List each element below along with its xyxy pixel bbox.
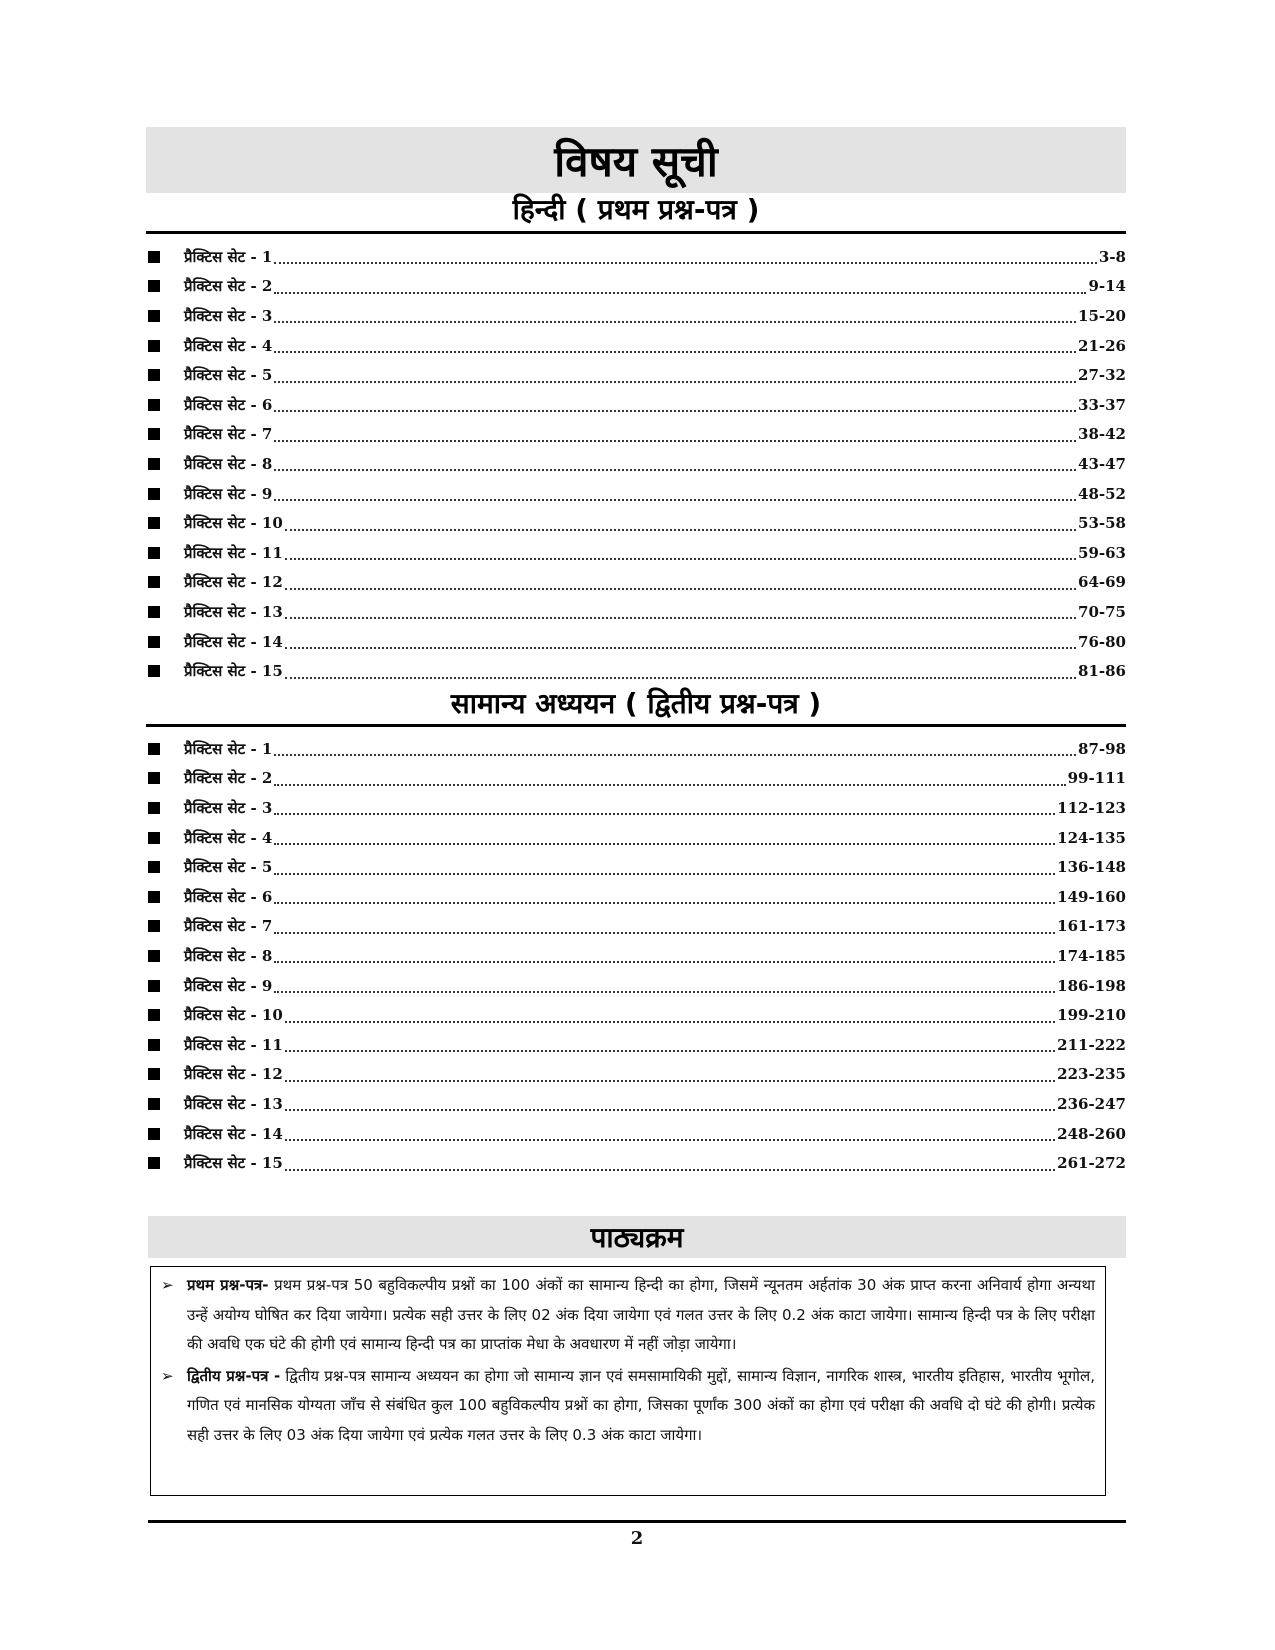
dot-leader <box>285 1049 1055 1052</box>
dot-leader <box>274 350 1076 353</box>
toc-entry-pages: 211-222 <box>1057 1035 1126 1054</box>
toc-entry-pages: 76-80 <box>1078 632 1126 651</box>
dot-leader <box>274 753 1076 756</box>
toc-list-hindi <box>148 242 1126 686</box>
dot-leader <box>285 1020 1055 1023</box>
toc-entry-pages: 161-173 <box>1057 917 1126 936</box>
toc-entry[interactable] <box>148 449 1126 479</box>
syllabus-text: द्वितीय प्रश्न-पत्र सामान्य अध्ययन का होगा जो सामान्य ज्ञान एवं समसामायिकी मुद्दों, सामान्य विज्ञान, नागरिक शास्त्र, भारतीय इतिहास, भारतीय भूगोल, गणित एवं मानसिक योग्यता जाँच से संबंधित कुल 100 बहुविकल्पीय प्रश्नों का होगा, जिसका पूर्णांक 300 अंकों का होगा एवं परीक्षा की अवधि दो घंटे की होगी। प्रत्येक सही उत्तर के लिए 03 अंक दिया जायेगा एवं प्रत्येक गलत उत्तर के लिए 0.3 अंक काटा जायेगा। <box>187 1366 1095 1444</box>
toc-entry[interactable] <box>148 627 1126 657</box>
dot-leader <box>285 1138 1055 1141</box>
toc-entry-pages: 136-148 <box>1057 858 1126 877</box>
square-bullet-icon <box>148 576 160 588</box>
toc-entry-label: प्रैक्टिस सेट - 12 <box>184 573 283 592</box>
toc-entry[interactable] <box>148 568 1126 598</box>
toc-entry[interactable] <box>148 764 1126 794</box>
toc-entry-label: प्रैक्टिस सेट - 2 <box>184 769 273 788</box>
toc-entry-label: प्रैक्टिस सेट - 14 <box>184 1124 283 1143</box>
toc-entry[interactable] <box>148 823 1126 853</box>
toc-entry-pages: 87-98 <box>1078 739 1126 758</box>
square-bullet-icon <box>148 399 160 411</box>
dot-leader <box>274 498 1076 501</box>
toc-entry-pages: 174-185 <box>1057 946 1126 965</box>
square-bullet-icon <box>148 1157 160 1169</box>
toc-entry-pages: 64-69 <box>1078 573 1126 592</box>
toc-entry-label: प्रैक्टिस सेट - 7 <box>184 425 273 444</box>
square-bullet-icon <box>148 547 160 559</box>
footer-rule <box>148 1520 1126 1523</box>
toc-entry[interactable] <box>148 1119 1126 1149</box>
toc-entry-label: प्रैक्टिस सेट - 9 <box>184 976 273 995</box>
toc-entry-pages: 223-235 <box>1057 1065 1126 1084</box>
square-bullet-icon <box>148 488 160 500</box>
arrow-bullet-icon: ➢ <box>161 1366 174 1385</box>
dot-leader <box>274 931 1055 934</box>
toc-entry[interactable] <box>148 301 1126 331</box>
toc-entry-label: प्रैक्टिस सेट - 9 <box>184 484 273 503</box>
dot-leader <box>274 261 1097 264</box>
square-bullet-icon <box>148 1009 160 1021</box>
toc-entry-label: प्रैक्टिस सेट - 5 <box>184 858 273 877</box>
dot-leader <box>285 557 1076 560</box>
section-title-hindi: हिन्दी ( प्रथम प्रश्न-पत्र ) <box>512 193 760 226</box>
square-bullet-icon <box>148 891 160 903</box>
toc-entry-pages: 33-37 <box>1078 395 1126 414</box>
syllabus-paragraph-first-paper <box>161 1271 1095 1360</box>
toc-entry-pages: 112-123 <box>1057 798 1126 817</box>
toc-entry-label: प्रैक्टिस सेट - 2 <box>184 277 273 296</box>
toc-entry-pages: 70-75 <box>1078 602 1126 621</box>
toc-entry-pages: 124-135 <box>1057 828 1126 847</box>
toc-entry[interactable] <box>148 420 1126 450</box>
dot-leader <box>285 616 1076 619</box>
toc-entry[interactable] <box>148 852 1126 882</box>
page-title: विषय सूची <box>146 127 1126 193</box>
dot-leader <box>274 960 1055 963</box>
toc-entry-label: प्रैक्टिस सेट - 6 <box>184 887 273 906</box>
toc-entry-label: प्रैक्टिस सेट - 14 <box>184 632 283 651</box>
square-bullet-icon <box>148 310 160 322</box>
toc-entry-label: प्रैक्टिस सेट - 3 <box>184 306 273 325</box>
toc-entry-label: प्रैक्टिस सेट - 1 <box>184 739 273 758</box>
toc-entry-pages: 99-111 <box>1067 769 1126 788</box>
dot-leader <box>285 528 1076 531</box>
square-bullet-icon <box>148 1039 160 1051</box>
square-bullet-icon <box>148 772 160 784</box>
section-rule <box>146 724 1126 727</box>
syllabus-text: प्रथम प्रश्न-पत्र 50 बहुविकल्पीय प्रश्नों का 100 अंकों का सामान्य हिन्दी का होगा, जिसमें न्यूनतम अर्हतांक 30 अंक प्राप्त करना अनिवार्य होगा अन्यथा उन्हें अयोग्य घोषित कर दिया जायेगा। प्रत्येक सही उत्तर के लिए 02 अंक दिया जायेगा एवं गलत उत्तर के लिए 0.2 अंक काटा जायेगा। सामान्य हिन्दी पत्र के लिए परीक्षा की अवधि एक घंटे की होगी एवं सामान्य हिन्दी पत्र का प्राप्तांक मेधा के अवधारण में नहीं जोड़ा जायेगा। <box>187 1276 1095 1353</box>
toc-entry-label: प्रैक्टिस सेट - 10 <box>184 514 283 533</box>
syllabus-box <box>150 1266 1106 1496</box>
toc-entry[interactable] <box>148 912 1126 942</box>
toc-entry-label: प्रैक्टिस सेट - 6 <box>184 395 273 414</box>
square-bullet-icon <box>148 802 160 814</box>
toc-entry[interactable] <box>148 508 1126 538</box>
toc-entry-label: प्रैक्टिस सेट - 1 <box>184 247 273 266</box>
square-bullet-icon <box>148 832 160 844</box>
dot-leader <box>285 676 1076 679</box>
toc-entry-pages: 3-8 <box>1098 247 1126 266</box>
toc-entry-pages: 21-26 <box>1078 336 1126 355</box>
toc-entry-pages: 43-47 <box>1078 454 1126 473</box>
toc-entry-pages: 9-14 <box>1088 277 1126 296</box>
arrow-bullet-icon: ➢ <box>161 1276 174 1294</box>
toc-entry[interactable] <box>148 360 1126 390</box>
dot-leader <box>274 842 1055 845</box>
square-bullet-icon <box>148 1128 160 1140</box>
dot-leader <box>285 1108 1055 1111</box>
toc-entry-label: प्रैक्टिस सेट - 10 <box>184 1006 283 1025</box>
toc-entry-pages: 261-272 <box>1057 1154 1126 1173</box>
dot-leader <box>285 587 1076 590</box>
toc-entry-label: प्रैक्टिस सेट - 12 <box>184 1065 283 1084</box>
toc-entry[interactable] <box>148 242 1126 272</box>
toc-entry[interactable] <box>148 793 1126 823</box>
syllabus-heading: द्वितीय प्रश्न-पत्र - <box>187 1366 281 1385</box>
toc-entry-label: प्रैक्टिस सेट - 13 <box>184 1094 283 1113</box>
dot-leader <box>274 439 1076 442</box>
square-bullet-icon <box>148 743 160 755</box>
square-bullet-icon <box>148 665 160 677</box>
section-rule <box>146 231 1126 234</box>
dot-leader <box>274 320 1076 323</box>
syllabus-paragraph-second-paper <box>161 1362 1095 1451</box>
square-bullet-icon <box>148 458 160 470</box>
dot-leader <box>274 990 1055 993</box>
syllabus-title: पाठ्यक्रम <box>148 1216 1126 1258</box>
square-bullet-icon <box>148 251 160 263</box>
toc-entry-pages: 149-160 <box>1057 887 1126 906</box>
toc-entry[interactable] <box>148 971 1126 1001</box>
toc-entry[interactable] <box>148 272 1126 302</box>
square-bullet-icon <box>148 980 160 992</box>
dot-leader <box>274 812 1055 815</box>
toc-entry[interactable] <box>148 1030 1126 1060</box>
toc-entry[interactable] <box>148 1000 1126 1030</box>
toc-entry-label: प्रैक्टिस सेट - 3 <box>184 798 273 817</box>
toc-entry-pages: 248-260 <box>1057 1124 1126 1143</box>
toc-entry-pages: 27-32 <box>1078 366 1126 385</box>
toc-entry[interactable] <box>148 390 1126 420</box>
square-bullet-icon <box>148 517 160 529</box>
section-title-general-studies: सामान्य अध्ययन ( द्वितीय प्रश्न-पत्र ) <box>450 687 822 720</box>
dot-leader <box>274 409 1076 412</box>
toc-entry-label: प्रैक्टिस सेट - 13 <box>184 602 283 621</box>
dot-leader <box>274 380 1076 383</box>
dot-leader <box>274 291 1086 294</box>
square-bullet-icon <box>148 636 160 648</box>
page-number: 2 <box>630 1528 644 1549</box>
square-bullet-icon <box>148 606 160 618</box>
toc-entry[interactable] <box>148 597 1126 627</box>
toc-entry[interactable] <box>148 656 1126 686</box>
toc-entry-pages: 186-198 <box>1057 976 1126 995</box>
square-bullet-icon <box>148 340 160 352</box>
toc-entry[interactable] <box>148 538 1126 568</box>
toc-entry[interactable] <box>148 331 1126 361</box>
toc-entry-pages: 81-86 <box>1078 662 1126 681</box>
toc-entry-pages: 199-210 <box>1057 1006 1126 1025</box>
toc-entry-pages: 53-58 <box>1078 514 1126 533</box>
dot-leader <box>274 783 1065 786</box>
dot-leader <box>274 468 1076 471</box>
dot-leader <box>285 1079 1055 1082</box>
toc-entry-pages: 38-42 <box>1078 425 1126 444</box>
toc-entry-label: प्रैक्टिस सेट - 7 <box>184 917 273 936</box>
square-bullet-icon <box>148 861 160 873</box>
toc-entry-pages: 15-20 <box>1078 306 1126 325</box>
toc-entry-pages: 48-52 <box>1078 484 1126 503</box>
toc-entry-label: प्रैक्टिस सेट - 4 <box>184 828 273 847</box>
square-bullet-icon <box>148 280 160 292</box>
toc-entry-label: प्रैक्टिस सेट - 15 <box>184 662 283 681</box>
toc-entry-pages: 236-247 <box>1057 1094 1126 1113</box>
square-bullet-icon <box>148 1098 160 1110</box>
toc-entry-label: प्रैक्टिस सेट - 5 <box>184 366 273 385</box>
dot-leader <box>285 646 1076 649</box>
toc-entry[interactable] <box>148 882 1126 912</box>
toc-list-general-studies <box>148 734 1126 1178</box>
toc-entry-label: प्रैक्टिस सेट - 4 <box>184 336 273 355</box>
syllabus-heading: प्रथम प्रश्न-पत्र- <box>187 1276 269 1294</box>
toc-entry-label: प्रैक्टिस सेट - 8 <box>184 946 273 965</box>
toc-entry-label: प्रैक्टिस सेट - 11 <box>184 543 283 562</box>
square-bullet-icon <box>148 920 160 932</box>
square-bullet-icon <box>148 1068 160 1080</box>
toc-entry-pages: 59-63 <box>1078 543 1126 562</box>
toc-entry[interactable] <box>148 1060 1126 1090</box>
square-bullet-icon <box>148 950 160 962</box>
toc-entry[interactable] <box>148 941 1126 971</box>
toc-entry-label: प्रैक्टिस सेट - 11 <box>184 1035 283 1054</box>
toc-entry[interactable] <box>148 479 1126 509</box>
square-bullet-icon <box>148 428 160 440</box>
toc-entry[interactable] <box>148 1089 1126 1119</box>
square-bullet-icon <box>148 369 160 381</box>
dot-leader <box>274 872 1055 875</box>
dot-leader <box>274 901 1055 904</box>
toc-entry-label: प्रैक्टिस सेट - 15 <box>184 1154 283 1173</box>
dot-leader <box>285 1168 1055 1171</box>
toc-entry-label: प्रैक्टिस सेट - 8 <box>184 454 273 473</box>
toc-entry[interactable] <box>148 734 1126 764</box>
toc-entry[interactable] <box>148 1148 1126 1178</box>
